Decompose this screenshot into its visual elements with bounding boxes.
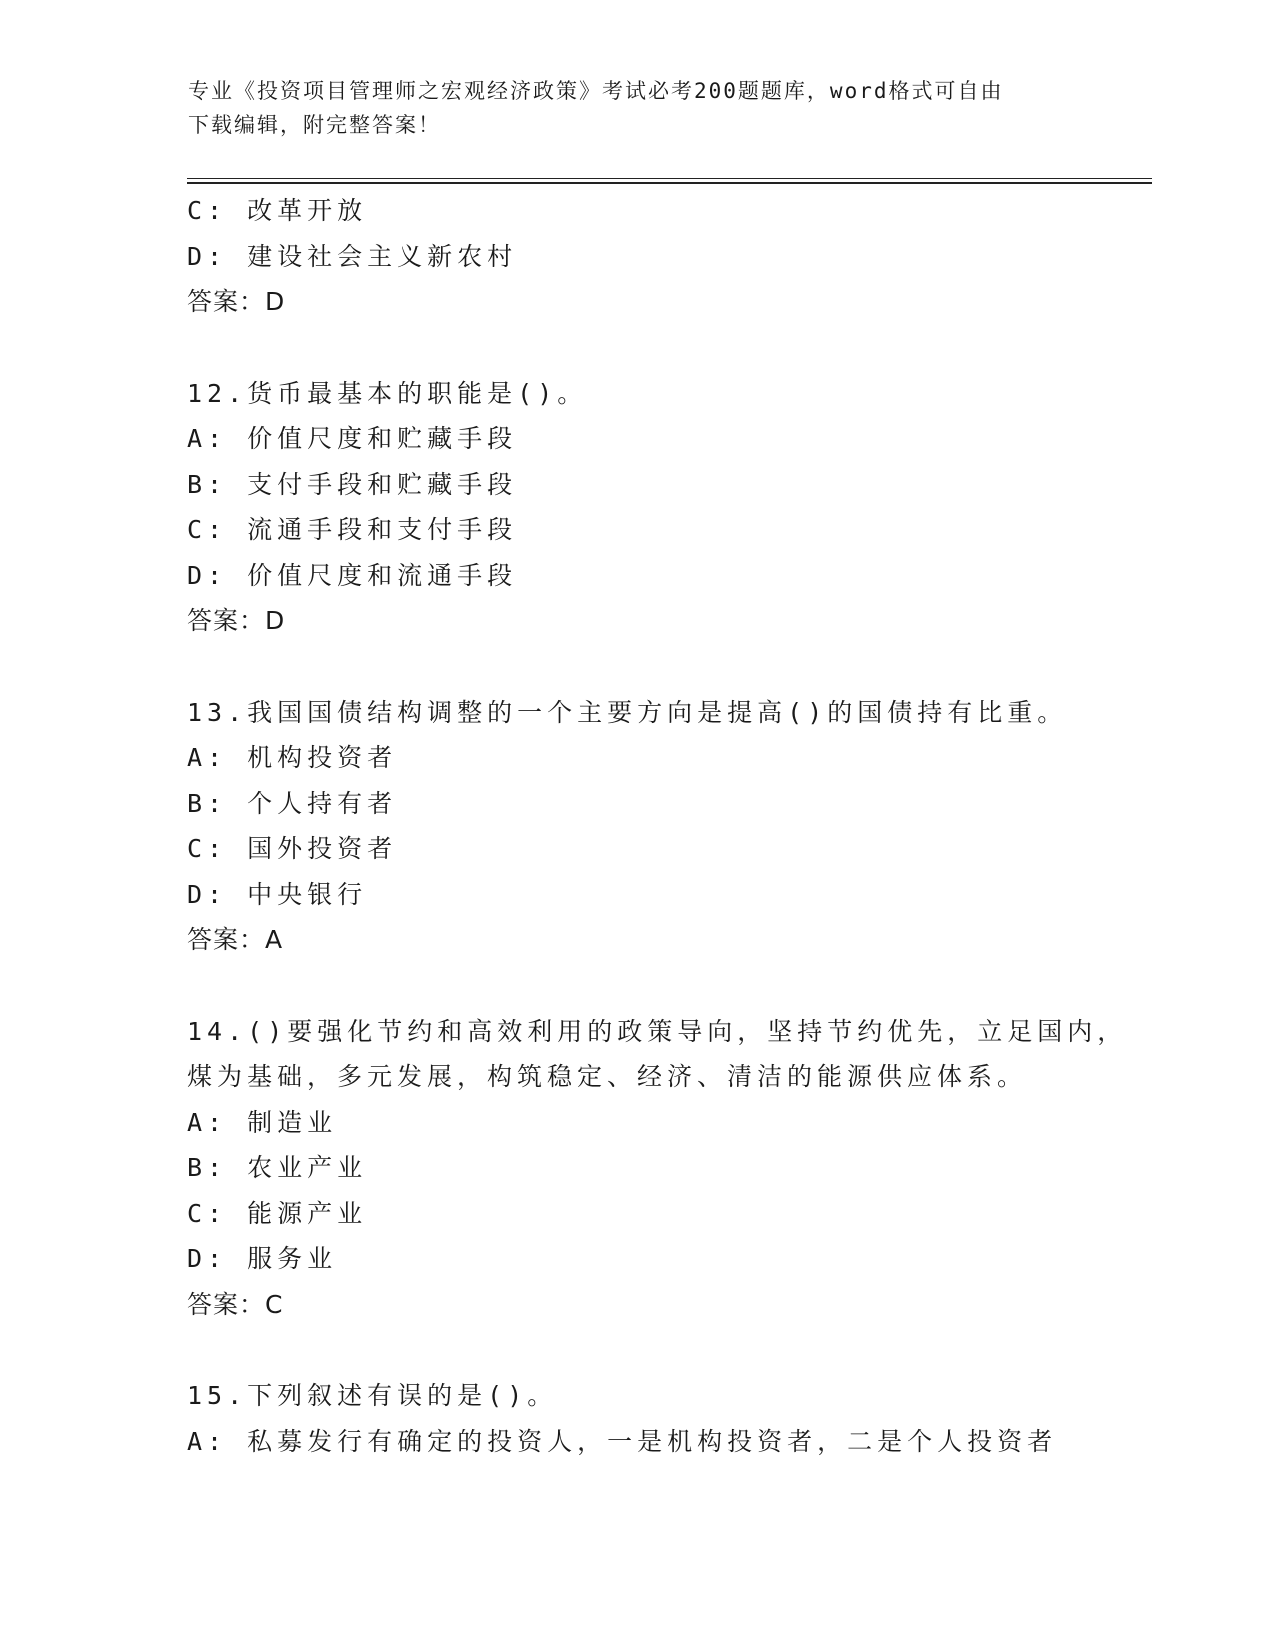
answer-line: 答案：D — [187, 606, 286, 635]
spacer — [187, 644, 1087, 690]
question-13 — [187, 690, 1087, 964]
question-12 — [187, 371, 1087, 645]
option-c: C: 国外投资者 — [187, 834, 398, 863]
question-stem: 15.下列叙述有误的是()。 — [187, 1381, 558, 1410]
answer-line: 答案：D — [187, 287, 286, 316]
option-a: A: 机构投资者 — [187, 743, 398, 772]
answer-line: 答案：A — [187, 925, 284, 954]
question-11-continuation — [187, 188, 1087, 325]
spacer — [187, 1328, 1087, 1374]
question-stem: 13.我国国债结构调整的一个主要方向是提高()的国债持有比重。 — [187, 697, 1068, 727]
header-divider-thick — [187, 182, 1152, 184]
header-line-1: 专业《投资项目管理师之宏观经济政策》考试必考200题题库，word格式可自由 — [188, 79, 1004, 103]
header-divider-thin — [187, 178, 1152, 179]
option-b: B: 支付手段和贮藏手段 — [187, 469, 518, 499]
question-stem: 12.货币最基本的职能是()。 — [187, 378, 588, 408]
question-list — [187, 188, 1128, 1464]
option-d: D: 中央银行 — [187, 879, 368, 909]
option-d: D: 价值尺度和流通手段 — [187, 560, 518, 590]
option-a: A: 制造业 — [187, 1107, 338, 1137]
option-c: C: 能源产业 — [187, 1198, 368, 1228]
question-14 — [187, 1009, 1128, 1328]
option-a: A: 价值尺度和贮藏手段 — [187, 424, 518, 453]
document-header — [188, 74, 1088, 142]
option-c: C: 流通手段和支付手段 — [187, 515, 518, 544]
option-d: D: 服务业 — [187, 1244, 338, 1273]
option-b: B: 农业产业 — [187, 1153, 368, 1182]
answer-line: 答案：C — [187, 1289, 284, 1319]
question-stem-line-1: 14.()要强化节约和高效利用的政策导向，坚持节约优先，立足国内， — [187, 1016, 1128, 1046]
question-stem-line-2: 煤为基础，多元发展，构筑稳定、经济、清洁的能源供应体系。 — [187, 1062, 1028, 1091]
option-d: D: 建设社会主义新农村 — [187, 241, 518, 271]
spacer — [187, 963, 1087, 1009]
option-c: C: 改革开放 — [187, 196, 368, 225]
option-a: A: 私募发行有确定的投资人，一是机构投资者，二是个人投资者 — [187, 1426, 1058, 1456]
option-b: B: 个人持有者 — [187, 788, 398, 818]
spacer — [187, 325, 1087, 371]
header-line-2: 下载编辑，附完整答案！ — [188, 113, 441, 137]
question-15 — [187, 1373, 1087, 1464]
